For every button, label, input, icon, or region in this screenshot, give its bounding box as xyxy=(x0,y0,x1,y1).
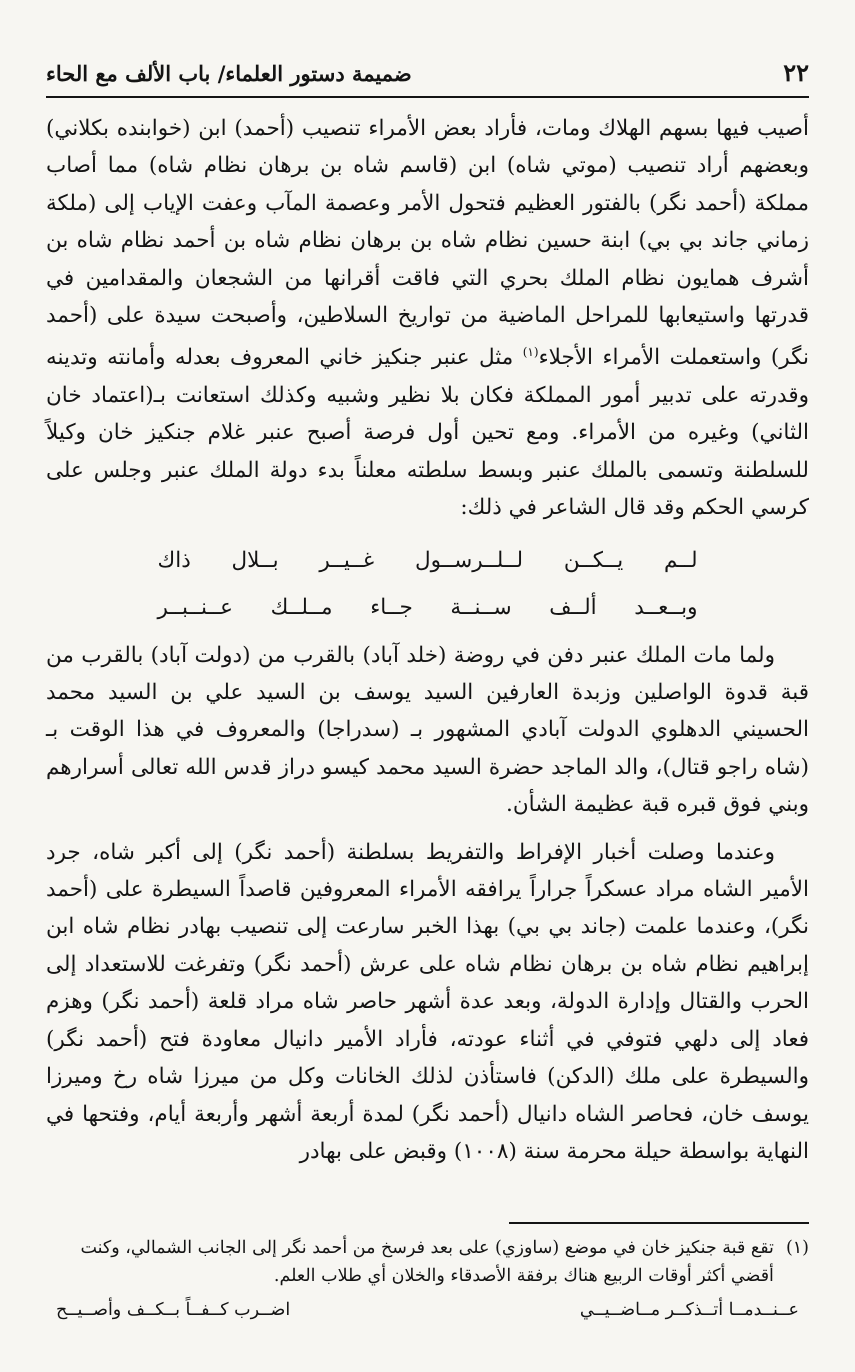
page-number: ٢٢ xyxy=(783,58,809,87)
footnote-verse-right: عــنــدمــا أتــذكــر مــاضــيــي xyxy=(579,1300,799,1320)
paragraph-1 xyxy=(46,110,809,527)
paragraph-1-text: أصيب فيها بسهم الهلاك ومات، فأراد بعض الأمراء تنصيب (أحمد) ابن (خوابنده بكلاني) وبعضهم أراد تنصيب (موتي شاه) ابن (قاسم شاه بن برهان نظام شاه) مما أصاب مملكة (أحمد نگر) بالفتور العظيم فتحول الأمر وعصمة المآب وعفت الإياب إلى (ملكة زماني جاند بي بي) ابنة حسين نظام شاه بن برهان نظام شاه بن أحمد نظام شاه بن أشرف همايون نظام الملك بحري التي فاقت أقرانها من الشجعان والمقدامين في قدرتها واستيعابها للمراحل الماضية من تواريخ السلاطين، وأصبحت سيدة على (أحمد نگر) واستعملت الأمراء الأجلاء xyxy=(46,116,809,371)
paragraph-2: ولما مات الملك عنبر دفن في روضة (خلد آباد) بالقرب من (دولت آباد) بالقرب من قبة قدوة الواصلين وزبدة العارفين السيد يوسف بن السيد علي بن السيد محمد الحسيني الدهلوي الدولت آبادي المشهور بـ (سدراجا) والمعروف في هذا الوقت بـ (شاه راجو قتال)، والد الماجد حضرة السيد محمد كيسو دراز قدس الله تعالى أسرارهم وبني فوق قبره قبة عظيمة الشأن. xyxy=(46,642,809,818)
paragraph-3: وعندما وصلت أخبار الإفراط والتفريط بسلطنة (أحمد نگر) إلى أكبر شاه، جرد الأمير الشاه مراد عسكراً جراراً يرافقه الأمراء المعروفين قاصداً السيطرة على (أحمد نگر)، وعندما علمت (جاند بي بي) بهذا الخبر سارعت إلى تنصيب بهادر نظام شاه ابن إبراهيم نظام شاه بن برهان نظام شاه على عرش (أحمد نگر) وتفرغت للاستعداد إلى الحرب والقتال وإدارة الدولة، وبعد عدة أشهر حاصر شاه مراد قلعة (أحمد نگر) وهزم فعاد إلى دلهي فتوفي في أثناء عودته، فأراد الأمير دانيال معاودة فتح (أحمد نگر) والسيطرة على ملك (الدكن) فاستأذن لذلك الخانات وكل من ميرزا شاه رخ وميرزا يوسف خان، فحاصر الشاه دانيال (أحمد نگر) لمدة أربعة أشهر وأربعة أيام، وفتحها في النهاية بواسطة حيلة محرمة سنة (١٠٠٨) وقبض على بهادر xyxy=(46,839,809,1164)
footnotes xyxy=(46,1234,809,1324)
footnote-verse-left: اضــرب كــفــاً بــكــف وأصــيــح xyxy=(56,1300,291,1320)
paragraph-1-continuation: مثل عنبر جنكيز خاني المعروف بعدله وأمانته وتدينه وقدرته على تدبير أمور المملكة فكان بلا نظير وشبيه وكذلك استعانت بـ(اعتماد خان الثاني) وغيره من الأمراء. ومع تحين أول فرصة أصبح عنبر غلام جنكيز خان وكيلاً للسلطنة وتسمى بالملك عنبر وبسط سلطته معلناً بدء دولة الملك عنبر وجلس على كرسي الحكم وقد قال الشاعر في ذلك: xyxy=(46,345,809,521)
footnote-number: (١) xyxy=(785,1238,809,1258)
footnote-divider xyxy=(509,1222,809,1224)
footnote-text: تقع قبة جنكيز خان في موضع (ساوزي) على بعد فرسخ من أحمد نگر إلى الجانب الشمالي، وكنت أقضي أكثر أوقات الربيع هناك برفقة الأصدقاء والخلان أي طلاب العلم. xyxy=(80,1238,774,1286)
running-title: ضميمة دستور العلماء/ باب الألف مع الحاء xyxy=(46,61,412,86)
footnote-verse xyxy=(46,1296,809,1324)
poem-line-2: وبــعــد ألــف ســنــة جــاء مــلــك عــنــبــر xyxy=(157,594,698,620)
poem xyxy=(46,537,809,631)
main-text xyxy=(46,110,809,1170)
page-header xyxy=(46,58,809,98)
footnote-1 xyxy=(46,1234,809,1290)
poem-line-1: لــم يــكــن لــلــرســول غــيــر بــلال ذاك xyxy=(157,547,698,573)
footnote-reference[interactable]: (١) xyxy=(522,345,539,360)
